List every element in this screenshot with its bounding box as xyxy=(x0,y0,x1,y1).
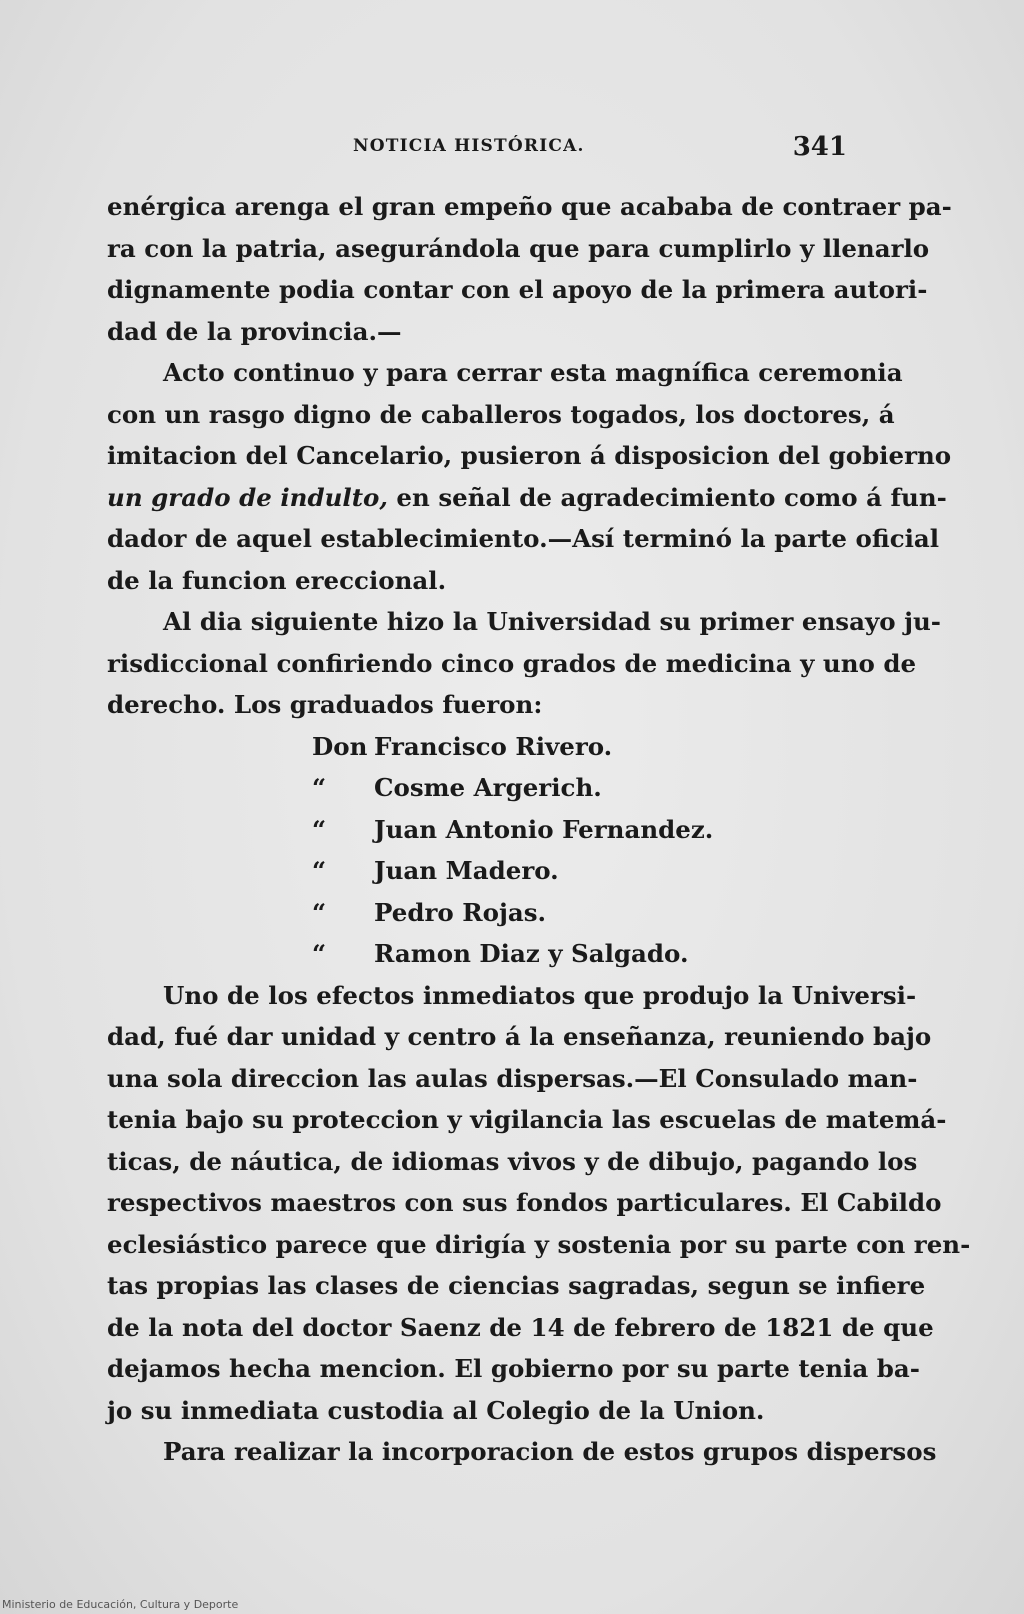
list-item-prefix: “ xyxy=(312,897,327,927)
text-line: jo su inmediata custodia al Colegio de la Union. xyxy=(107,1395,765,1425)
list-item-prefix: Don xyxy=(312,731,368,761)
paragraph-1 xyxy=(107,186,952,352)
text-line-rest: en señal de agradecimiento como á fun- xyxy=(387,482,947,512)
page-number: 341 xyxy=(792,132,847,162)
list-item-prefix: “ xyxy=(312,814,327,844)
running-head: NOTICIA HISTÓRICA. xyxy=(353,136,585,156)
graduates-list xyxy=(312,726,847,975)
list-item xyxy=(312,726,847,768)
text-line: dador de aquel establecimiento.—Así terminó la parte oficial xyxy=(107,524,940,553)
text-line: de la nota del doctor Saenz de 14 de febrero de 1821 de que xyxy=(107,1312,934,1342)
paragraph-4 xyxy=(107,975,971,1432)
list-item-name: Pedro Rojas. xyxy=(374,897,547,927)
list-item-name: Juan Madero. xyxy=(374,856,559,885)
text-line: enérgica arenga el gran empeño que acababa de contraer pa- xyxy=(107,192,952,221)
text-line: dejamos hecha mencion. El gobierno por su parte tenia ba- xyxy=(107,1354,920,1383)
text-line: una sola direccion las aulas dispersas.—El Consulado man- xyxy=(107,1063,918,1093)
paragraph-2 xyxy=(107,352,952,601)
list-item-name: Ramon Diaz y Salgado. xyxy=(374,939,689,968)
text-line: ra con la patria, asegurándola que para cumplirlo y llenarlo xyxy=(107,233,930,263)
text-line: Al dia siguiente hizo la Universidad su primer ensayo ju- xyxy=(163,607,941,636)
text-line: derecho. Los graduados fueron: xyxy=(107,690,543,719)
list-item-name: Cosme Argerich. xyxy=(374,773,602,802)
text-line: dad de la provincia.— xyxy=(107,316,402,346)
list-item xyxy=(312,892,847,934)
text-line: dignamente podia contar con el apoyo de la primera autori- xyxy=(107,275,928,304)
text-line-mixed xyxy=(107,477,947,519)
text-line: ticas, de náutica, de idiomas vivos y de dibujo, pagando los xyxy=(107,1146,918,1176)
text-line: Uno de los efectos inmediatos que produjo la Universi- xyxy=(163,980,917,1010)
list-item-prefix: “ xyxy=(312,939,327,968)
text-line: imitacion del Cancelario, pusieron á disposicion del gobierno xyxy=(107,441,952,470)
list-item-prefix: “ xyxy=(312,856,327,885)
paragraph-5 xyxy=(107,1431,937,1473)
footer-credit: Ministerio de Educación, Cultura y Deporte xyxy=(2,1598,239,1611)
text-line: tas propias las clases de ciencias sagradas, segun se infiere xyxy=(107,1271,926,1300)
text-line: de la funcion ereccional. xyxy=(107,565,447,595)
body-text xyxy=(107,186,971,1473)
list-item-name: Francisco Rivero. xyxy=(374,731,613,761)
text-line: dad, fué dar unidad y centro á la enseñanza, reuniendo bajo xyxy=(107,1022,932,1051)
text-line: Acto continuo y para cerrar esta magnífica ceremonia xyxy=(163,358,903,387)
text-line: risdiccional confiriendo cinco grados de medicina y uno de xyxy=(107,648,917,678)
list-item xyxy=(312,850,847,892)
paragraph-3 xyxy=(107,601,941,726)
text-line: respectivos maestros con sus fondos particulares. El Cabildo xyxy=(107,1188,942,1217)
list-item xyxy=(312,767,847,809)
text-line: con un rasgo digno de caballeros togados, los doctores, á xyxy=(107,399,895,429)
italic-phrase: un grado de indulto, xyxy=(107,482,388,512)
list-item-prefix: “ xyxy=(312,773,327,802)
text-line: Para realizar la incorporacion de estos grupos dispersos xyxy=(163,1437,937,1466)
list-item xyxy=(312,809,847,851)
text-line: tenia bajo su proteccion y vigilancia las escuelas de matemá- xyxy=(107,1105,947,1134)
page-header xyxy=(105,132,847,168)
list-item-name: Juan Antonio Fernandez. xyxy=(374,814,714,844)
text-line: eclesiástico parece que dirigía y sostenia por su parte con ren- xyxy=(107,1229,971,1259)
list-item xyxy=(312,933,847,975)
